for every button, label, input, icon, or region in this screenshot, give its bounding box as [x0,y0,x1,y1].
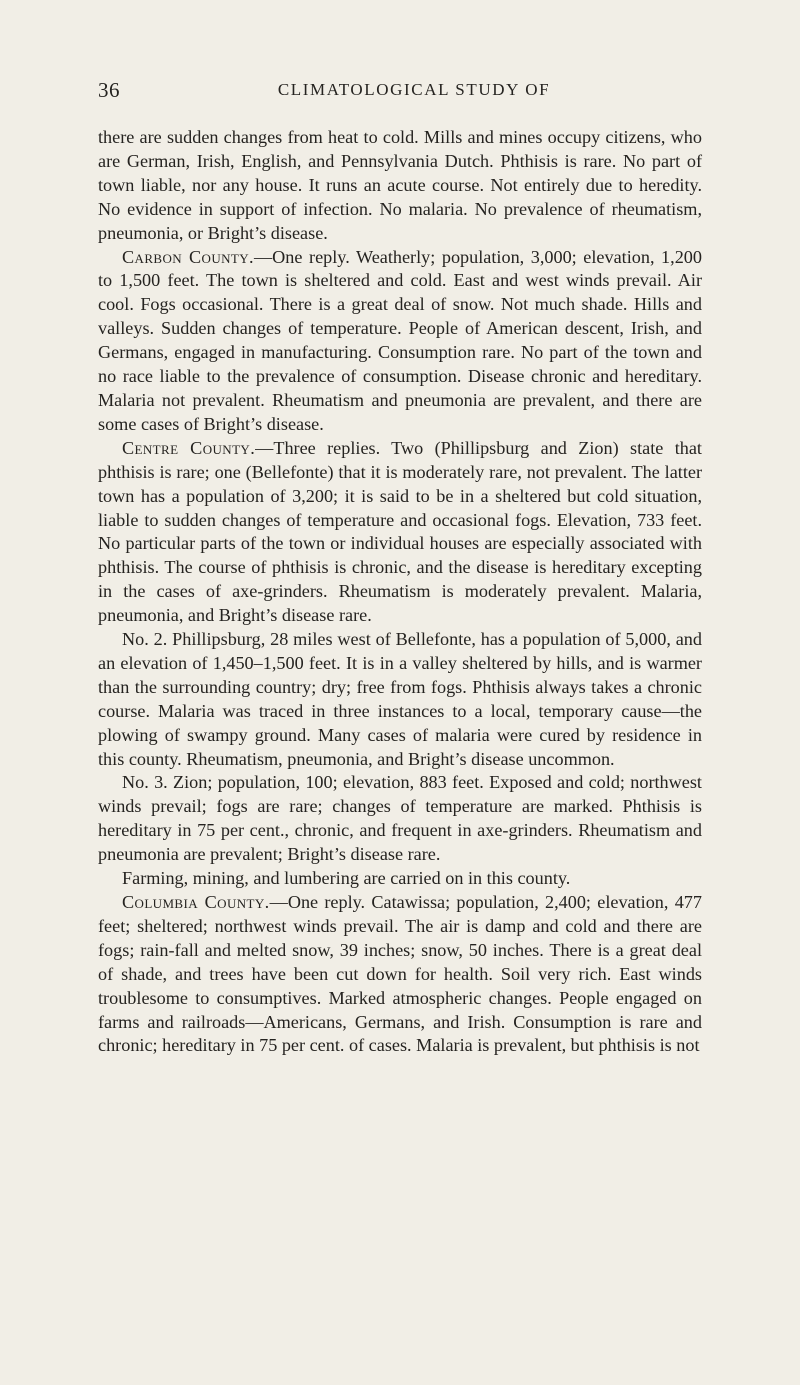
paragraph-text: Farming, mining, and lumbering are carried on in this county. [122,868,571,889]
paragraph-text: —One reply. Catawissa; population, 2,400; elevation, 477 feet; sheltered; northwest winds prevail. The air is damp and cold and there are fogs; rain-fall and melted snow, 39 inches; snow, 50 inches. There is a great deal of shade, and trees have been cut down for health. Soil very rich. East winds troublesome to consumptives. Marked atmospheric changes. People engaged on farms and railroads—Americans, Germans, and Irish. Consumption is rare and chronic; hereditary in 75 per cent. of cases. Malaria is prevalent, but phthisis is not [98,892,702,1056]
paragraph-text: No. 2. Phillipsburg, 28 miles west of Bellefonte, has a population of 5,000, and an elevation of 1,450–1,500 feet. It is in a valley sheltered by hills, and is warmer than the surrounding country; dry; free from fogs. Phthisis always takes a chronic course. Malaria was traced in three instances to a local, temporary cause—the plowing of swampy ground. Many cases of malaria were cured by residence in this county. Rheumatism, pneumonia, and Bright’s disease uncommon. [98,629,702,769]
paragraph-carbon-county [98,246,702,437]
paragraph-weather-continuation [98,126,702,246]
county-heading: Columbia County. [122,892,270,912]
running-head: CLIMATOLOGICAL STUDY OF [277,80,551,99]
page-header [98,78,700,108]
paragraph-text: No. 3. Zion; population, 100; elevation, 883 feet. Exposed and cold; northwest winds prevail; fogs are rare; changes of temperature are marked. Phthisis is hereditary in 75 per cent., chronic, and frequent in axe-grinders. Rheumatism and pneumonia are prevalent; Bright’s disease rare. [98,772,702,865]
paragraph-text: —Three replies. Two (Phillipsburg and Zion) state that phthisis is rare; one (Bellefonte) that it is moderately rare, not prevalent. The latter town has a population of 3,200; it is said to be in a sheltered but cold situation, liable to sudden changes of temperature and occasional fogs. Elevation, 733 feet. No particular parts of the town or individual houses are especially associated with phthisis. The course of phthisis is chronic, and the disease is hereditary excepting in the cases of axe-grinders. Rheumatism is moderately prevalent. Malaria, pneumonia, and Bright’s disease rare. [98,437,702,626]
paragraph-zion [98,771,702,867]
county-heading: Centre County. [122,437,256,458]
page-number: 36 [98,78,120,102]
paragraph-text: —One reply. Weatherly; population, 3,000; elevation, 1,200 to 1,500 feet. The town is sheltered and cold. East and west winds prevail. Air cool. Fogs occasional. There is a great deal of snow. Not much shade. Hills and valleys. Sudden changes of temperature. People of American descent, Irish, and Germans, engaged in manufacturing. Consumption rare. No part of the town and no race liable to the prevalence of consumption. Disease chronic and hereditary. Malaria not prevalent. Rheumatism and pneumonia are prevalent, and there are some cases of Bright’s disease. [98,246,702,434]
paragraph-centre-county [98,437,702,628]
paragraph-occupations [98,867,702,891]
body-text [98,126,702,1058]
paragraph-text: there are sudden changes from heat to cold. Mills and mines occupy citizens, who are German, Irish, English, and Pennsylvania Dutch. Phthisis is rare. No part of town liable, nor any house. It runs an acute course. Not entirely due to heredity. No evidence in support of infection. No malaria. No prevalence of rheumatism, pneumonia, or Bright’s disease. [98,127,702,243]
county-heading: Carbon County. [122,246,254,267]
paragraph-phillipsburg [98,628,702,771]
paragraph-columbia-county [98,891,702,1058]
